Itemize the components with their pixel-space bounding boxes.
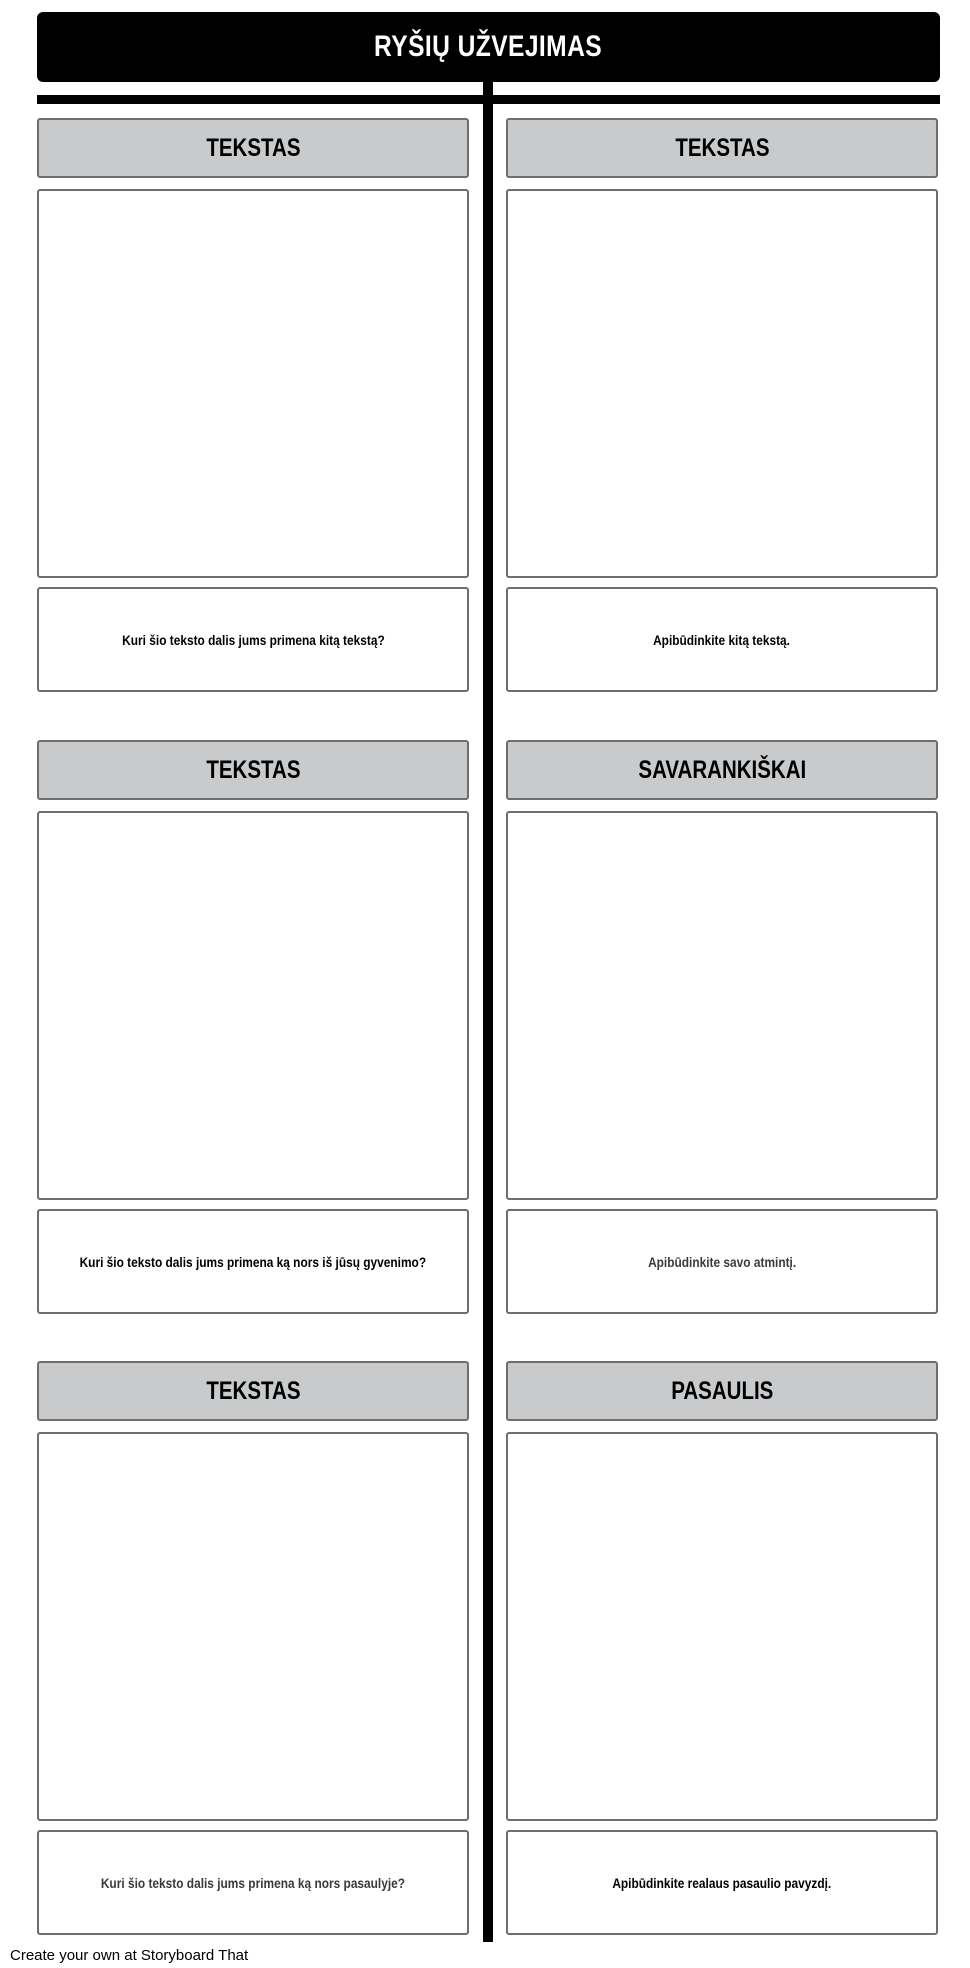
vertical-divider (483, 82, 493, 1942)
drawing-panel[interactable] (506, 811, 938, 1200)
footer-link[interactable]: Create your own at Storyboard That (10, 1947, 249, 1964)
cell-caption[interactable]: Kuri šio teksto dalis jums primena kitą tekstą? (37, 587, 469, 692)
cell-caption[interactable]: Kuri šio teksto dalis jums primena ką nors iš jūsų gyvenimo? (37, 1209, 469, 1314)
cell-header: PASAULIS (506, 1361, 938, 1421)
drawing-panel[interactable] (506, 189, 938, 578)
drawing-panel[interactable] (506, 1432, 938, 1821)
drawing-panel[interactable] (37, 811, 469, 1200)
cell-header: TEKSTAS (37, 118, 469, 178)
drawing-panel[interactable] (37, 189, 469, 578)
cell-caption[interactable]: Apibūdinkite kitą tekstą. (506, 587, 938, 692)
cell-caption[interactable]: Kuri šio teksto dalis jums primena ką nors pasaulyje? (37, 1830, 469, 1935)
cell-header: SAVARANKIŠKAI (506, 740, 938, 800)
cell-caption[interactable]: Apibūdinkite realaus pasaulio pavyzdį. (506, 1830, 938, 1935)
title-bar (37, 12, 940, 82)
cell-header: TEKSTAS (37, 1361, 469, 1421)
cell-header: TEKSTAS (506, 118, 938, 178)
cell-header: TEKSTAS (37, 740, 469, 800)
drawing-panel[interactable] (37, 1432, 469, 1821)
page-title: RYŠIŲ UŽVEJIMAS (374, 30, 603, 63)
cell-caption[interactable]: Apibūdinkite savo atmintį. (506, 1209, 938, 1314)
